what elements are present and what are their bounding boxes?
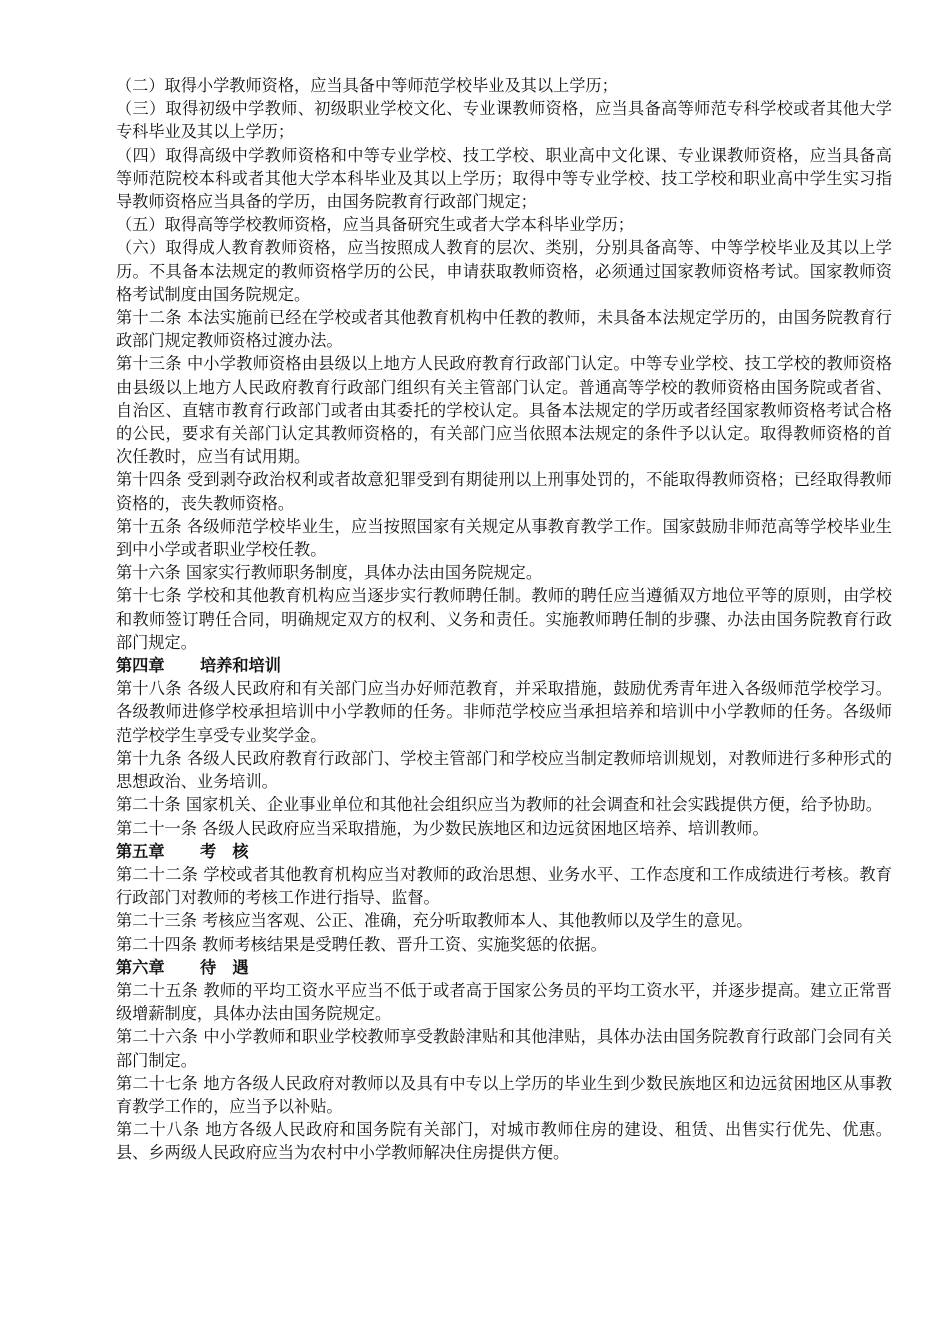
article-paragraph: 第十七条 学校和其他教育机构应当逐步实行教师聘任制。教师的聘任应当遵循双方地位平等的原则，由学校和教师签订聘任合同，明确规定双方的权利、义务和责任。实施教师聘任制的步骤、办法由国务院教育行政部门规定。 <box>116 586 892 652</box>
article-paragraph: 第二十三条 考核应当客观、公正、准确，充分听取教师本人、其他教师以及学生的意见。 <box>116 911 753 931</box>
article-paragraph: 第二十四条 教师考核结果是受聘任教、晋升工资、实施奖惩的依据。 <box>116 934 607 954</box>
article-paragraph: 第二十八条 地方各级人民政府和国务院有关部门，对城市教师住房的建设、租赁、出售实行优先、优惠。县、乡两级人民政府应当为农村中小学教师解决住房提供方便。 <box>116 1120 892 1163</box>
article-paragraph: 第十二条 本法实施前已经在学校或者其他教育机构中任教的教师，未具备本法规定学历的，由国务院教育行政部门规定教师资格过渡办法。 <box>116 308 892 351</box>
article-paragraph: 第二十二条 学校或者其他教育机构应当对教师的政治思想、业务水平、工作态度和工作成绩进行考核。教育行政部门对教师的考核工作进行指导、监督。 <box>116 864 892 908</box>
chapter-heading <box>116 840 892 863</box>
chapter-number: 第六章 <box>116 957 165 977</box>
article-paragraph: 第二十条 国家机关、企业事业单位和其他社会组织应当为教师的社会调查和社会实践提供方便，给予协助。 <box>116 795 882 815</box>
chapter-title: 培养和培训 <box>200 656 281 676</box>
document-page <box>116 74 892 1165</box>
article-paragraph: 第十八条 各级人民政府和有关部门应当办好师范教育，并采取措施，鼓励优秀青年进入各级师范学校学习。各级教师进修学校承担培训中小学教师的任务。非师范学校应当承担培养和培训中小学教师的任务。各级师范学校学生享受专业奖学金。 <box>116 679 892 745</box>
article-paragraph: 第二十六条 中小学教师和职业学校教师享受教龄津贴和其他津贴，具体办法由国务院教育行政部门会同有关部门制定。 <box>116 1027 892 1070</box>
article-paragraph: 第十五条 各级师范学校毕业生，应当按照国家有关规定从事教育教学工作。国家鼓励非师范高等学校毕业生到中小学或者职业学校任教。 <box>116 516 892 560</box>
clause-paragraph: （五）取得高等学校教师资格，应当具备研究生或者大学本科毕业学历； <box>116 215 634 235</box>
article-paragraph: 第十三条 中小学教师资格由县级以上地方人民政府教育行政部门认定。中等专业学校、技工学校的教师资格由县级以上地方人民政府教育行政部门组织有关主管部门认定。普通高等学校的教师资格由国务院或者省、自治区、直辖市教育行政部门或者由其委托的学校认定。具备本法规定的学历或者经国家教师资格考试合格的公民，要求有关部门认定其教师资格的，有关部门应当依照本法规定的条件予以认定。取得教师资格的首次任教时，应当有试用期。 <box>116 354 892 467</box>
clause-paragraph: （三）取得初级中学教师、初级职业学校文化、专业课教师资格，应当具备高等师范专科学校或者其他大学专科毕业及其以上学历； <box>116 99 892 142</box>
chapter-title: 待 遇 <box>200 957 249 977</box>
article-paragraph: 第二十一条 各级人民政府应当采取措施，为少数民族地区和边远贫困地区培养、培训教师。 <box>116 818 769 838</box>
clause-paragraph: （二）取得小学教师资格，应当具备中等师范学校毕业及其以上学历； <box>116 76 618 95</box>
article-paragraph: 第十四条 受到剥夺政治权利或者故意犯罪受到有期徒刑以上刑事处罚的，不能取得教师资格；已经取得教师资格的，丧失教师资格。 <box>116 470 892 513</box>
chapter-number: 第四章 <box>116 656 165 676</box>
chapter-heading <box>116 654 892 677</box>
clause-paragraph: （六）取得成人教育教师资格，应当按照成人教育的层次、类别，分别具备高等、中等学校毕业及其以上学历。不具备本法规定的教师资格学历的公民，申请获取教师资格，必须通过国家教师资格考试。国家教师资格考试制度由国务院规定。 <box>116 238 892 304</box>
clause-paragraph: （四）取得高级中学教师资格和中等专业学校、技工学校、职业高中文化课、专业课教师资格，应当具备高等师范院校本科或者其他大学本科毕业及其以上学历；取得中等专业学校、技工学校和职业高中学生实习指导教师资格应当具备的学历，由国务院教育行政部门规定； <box>116 145 892 212</box>
chapter-number: 第五章 <box>116 841 165 861</box>
article-paragraph: 第二十七条 地方各级人民政府对教师以及具有中专以上学历的毕业生到少数民族地区和边远贫困地区从事教育教学工作的，应当予以补贴。 <box>116 1073 892 1116</box>
chapter-heading <box>116 956 892 979</box>
article-paragraph: 第十六条 国家实行教师职务制度，具体办法由国务院规定。 <box>116 563 543 583</box>
article-paragraph: 第二十五条 教师的平均工资水平应当不低于或者高于国家公务员的平均工资水平，并逐步提高。建立正常晋级增薪制度，具体办法由国务院规定。 <box>116 980 892 1024</box>
article-paragraph: 第十九条 各级人民政府教育行政部门、学校主管部门和学校应当制定教师培训规划，对教师进行多种形式的思想政治、业务培训。 <box>116 748 892 792</box>
chapter-title: 考 核 <box>200 841 249 861</box>
